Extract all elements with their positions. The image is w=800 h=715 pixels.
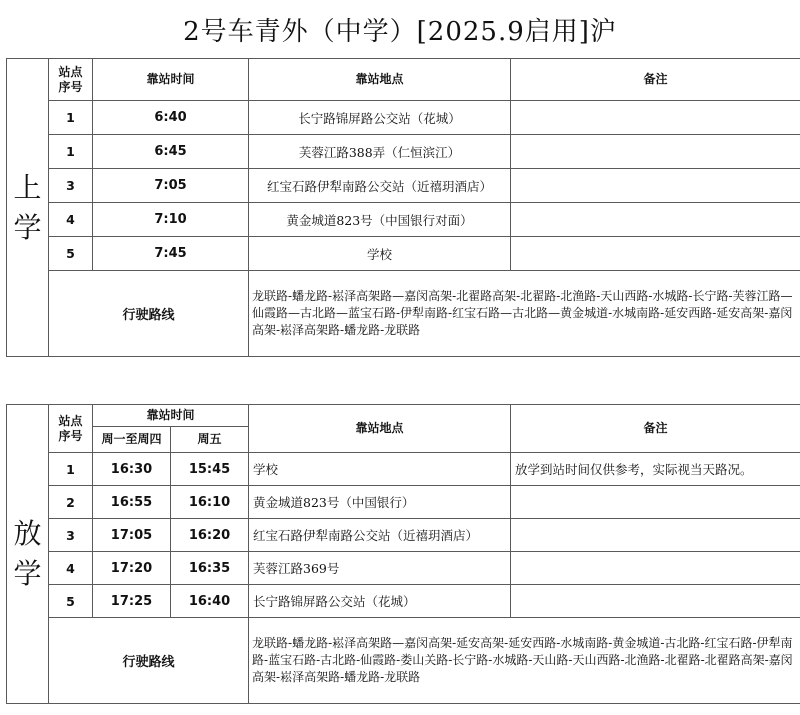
stop-time-fri: 16:20 <box>171 519 249 552</box>
table-row <box>7 135 800 169</box>
stop-place: 长宁路锦屏路公交站（花城） <box>249 585 511 618</box>
stop-note <box>511 552 800 585</box>
afternoon-route-row <box>7 618 800 704</box>
time-header: 靠站时间 <box>93 405 249 427</box>
stop-note <box>511 203 800 237</box>
stop-place: 芙蓉江路388弄（仁恒滨江） <box>249 135 511 169</box>
stop-time-fri: 15:45 <box>171 453 249 486</box>
stop-no: 5 <box>49 585 93 618</box>
stop-note <box>511 585 800 618</box>
stop-time: 6:45 <box>93 135 249 169</box>
route-text: 龙联路-蟠龙路-崧泽高架路—嘉闵高架-北翟路高架-北翟路-北渔路-天山西路-水城路-长宁路-芙蓉江路—仙霞路—古北路—蓝宝石路-伊犁南路-红宝石路—古北路—黄金城道-水城南路-延安西路-延安高架-嘉闵高架-崧泽高架路-蟠龙路-龙联路 <box>249 271 800 357</box>
stop-note <box>511 169 800 203</box>
table-row <box>7 552 800 585</box>
route-text: 龙联路-蟠龙路-崧泽高架路—嘉闵高架-延安高架-延安西路-水城南路-黄金城道-古北路-红宝石路-伊犁南路-蓝宝石路-古北路-仙霞路-娄山关路-长宁路-水城路-天山路-天山西路-北渔路-北翟路-北翟路高架-嘉闵高架-崧泽高架路-蟠龙路-龙联路 <box>249 618 800 704</box>
table-row <box>7 101 800 135</box>
stop-note <box>511 519 800 552</box>
route-label: 行驶路线 <box>49 618 249 704</box>
stop-time-mon-thu: 17:05 <box>93 519 171 552</box>
place-header: 靠站地点 <box>249 405 511 453</box>
stop-time: 7:05 <box>93 169 249 203</box>
stop-time-fri: 16:10 <box>171 486 249 519</box>
table-row <box>7 453 800 486</box>
stop-time-mon-thu: 17:20 <box>93 552 171 585</box>
note-header: 备注 <box>511 59 800 101</box>
table-row <box>7 237 800 271</box>
section-spacer <box>6 357 800 404</box>
mon-thu-header: 周一至周四 <box>93 427 171 453</box>
stop-time: 7:45 <box>93 237 249 271</box>
stop-no: 4 <box>49 203 93 237</box>
stop-note <box>511 237 800 271</box>
place-header: 靠站地点 <box>249 59 511 101</box>
table-row <box>7 585 800 618</box>
stop-place: 学校 <box>249 453 511 486</box>
note-header: 备注 <box>511 405 800 453</box>
stop-no: 5 <box>49 237 93 271</box>
stop-place: 芙蓉江路369号 <box>249 552 511 585</box>
stop-place: 长宁路锦屏路公交站（花城） <box>249 101 511 135</box>
stop-no: 1 <box>49 101 93 135</box>
table-row <box>7 486 800 519</box>
table-row <box>7 169 800 203</box>
morning-header-row <box>7 59 800 101</box>
table-row <box>7 203 800 237</box>
morning-section-label: 上 学 <box>7 59 49 357</box>
stop-time-mon-thu: 16:30 <box>93 453 171 486</box>
stop-time-mon-thu: 17:25 <box>93 585 171 618</box>
stop-time-fri: 16:35 <box>171 552 249 585</box>
stop-place: 黄金城道823号（中国银行） <box>249 486 511 519</box>
stop-place: 红宝石路伊犁南路公交站（近禧玥酒店） <box>249 519 511 552</box>
stop-note <box>511 101 800 135</box>
page-title: 2号车青外（中学）[2025.9启用]沪 <box>183 16 617 47</box>
time-header: 靠站时间 <box>93 59 249 101</box>
morning-route-row <box>7 271 800 357</box>
stop-time-fri: 16:40 <box>171 585 249 618</box>
stop-no: 1 <box>49 135 93 169</box>
table-row <box>7 519 800 552</box>
stop-time-mon-thu: 16:55 <box>93 486 171 519</box>
stop-place: 学校 <box>249 237 511 271</box>
afternoon-header-row <box>7 405 800 427</box>
stop-note <box>511 135 800 169</box>
stop-no: 3 <box>49 169 93 203</box>
fri-header: 周五 <box>171 427 249 453</box>
afternoon-section-label: 放 学 <box>7 405 49 704</box>
stop-time: 6:40 <box>93 101 249 135</box>
stop-no-header: 站点序号 <box>49 59 93 101</box>
stop-no: 1 <box>49 453 93 486</box>
stop-note: 放学到站时间仅供参考，实际视当天路况。 <box>511 453 800 486</box>
stop-place: 黄金城道823号（中国银行对面） <box>249 203 511 237</box>
stop-no: 3 <box>49 519 93 552</box>
stop-time: 7:10 <box>93 203 249 237</box>
stop-note <box>511 486 800 519</box>
route-label: 行驶路线 <box>49 271 249 357</box>
afternoon-schedule-table <box>6 404 800 704</box>
morning-schedule-table <box>6 58 800 357</box>
stop-no-header: 站点序号 <box>49 405 93 453</box>
stop-place: 红宝石路伊犁南路公交站（近禧玥酒店） <box>249 169 511 203</box>
stop-no: 2 <box>49 486 93 519</box>
stop-no: 4 <box>49 552 93 585</box>
